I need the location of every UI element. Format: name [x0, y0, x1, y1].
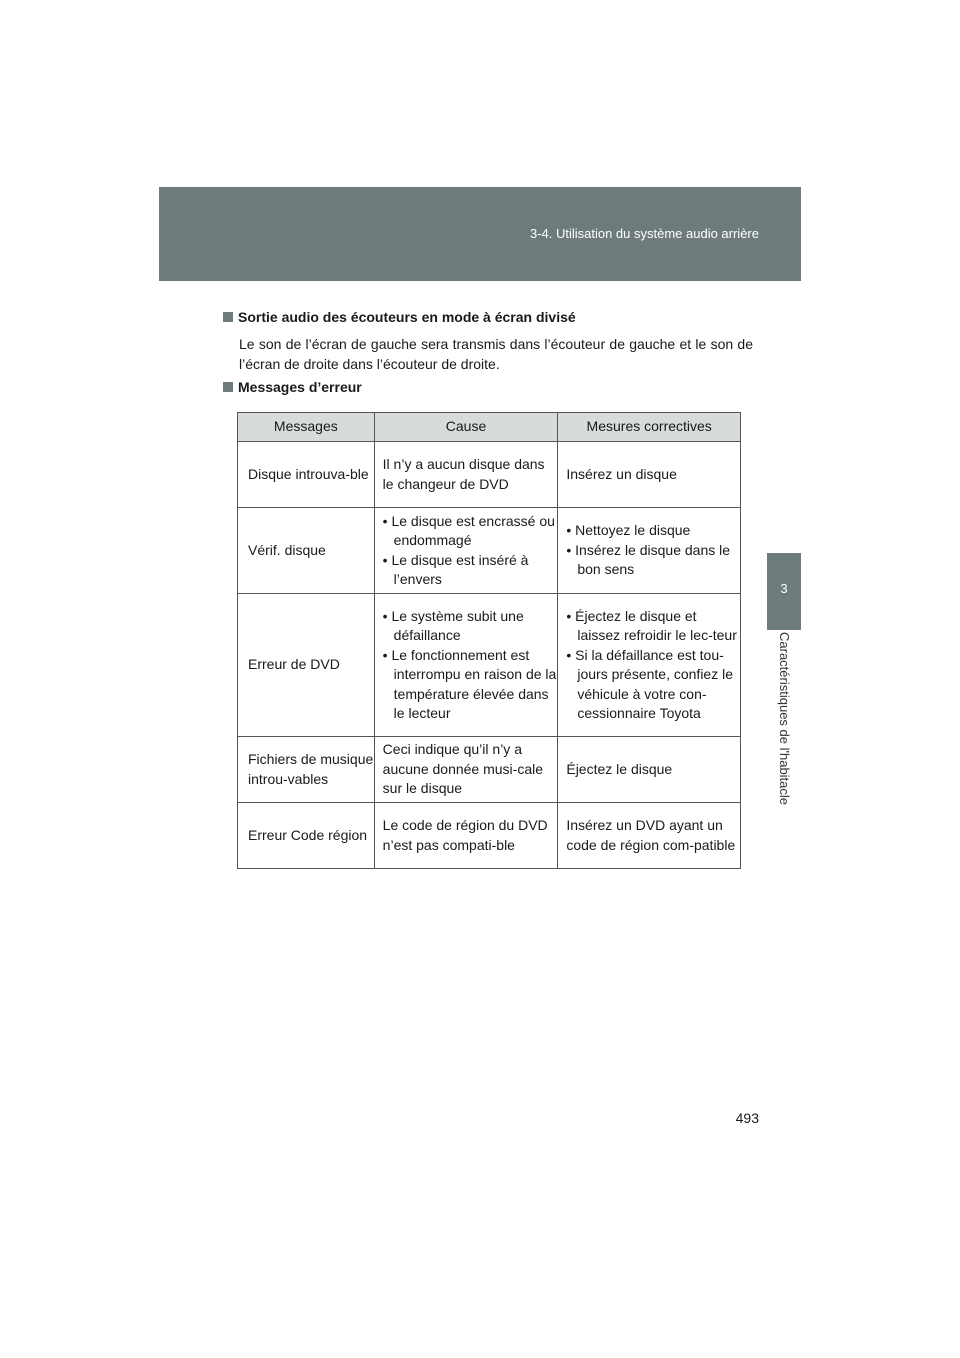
- error-messages-table: [237, 412, 741, 869]
- column-header: Messages: [238, 413, 375, 442]
- table-row: [238, 594, 741, 737]
- remedy-bullet: • Nettoyez le disque: [566, 522, 691, 539]
- column-header: Cause: [374, 413, 558, 442]
- message-cell: Vérif. disque: [238, 508, 375, 594]
- remedy-cell: Insérez un disque: [558, 442, 741, 508]
- page-number: 493: [735, 1110, 759, 1126]
- body-paragraph: Le son de l’écran de gauche sera transmis dans l’écouteur de gauche et le son de l’écran de droite dans l’écouteur de droite.: [239, 336, 753, 372]
- message-cell: Fichiers de musique introu-vables: [238, 737, 375, 803]
- chapter-title: 3-4. Utilisation du système audio arrière: [529, 226, 759, 241]
- cause-cell: Le code de région du DVD n’est pas compati-ble: [374, 803, 558, 869]
- header-bar: [159, 187, 801, 281]
- remedy-bullet: • Éjectez le disque et laissez refroidir le lec-teur: [566, 607, 737, 643]
- remedy-cell: Insérez un DVD ayant un code de région com-patible: [558, 803, 741, 869]
- section-heading-errors: Messages d’erreur: [223, 379, 362, 395]
- message-cell: Erreur Code région: [238, 803, 375, 869]
- message-cell: Disque introuva-ble: [238, 442, 375, 508]
- chapter-tab: [767, 553, 801, 630]
- table-row: [238, 803, 741, 869]
- cause-cell: Ceci indique qu’il n’y a aucune donnée musi-cale sur le disque: [374, 737, 558, 803]
- chapter-side-label: Caractéristiques de l'habitacle: [777, 632, 792, 806]
- cause-cell: [374, 594, 558, 737]
- remedy-cell: Éjectez le disque: [558, 737, 741, 803]
- message-cell: Erreur de DVD: [238, 594, 375, 737]
- square-bullet-icon: [223, 382, 233, 392]
- remedy-bullet: • Si la défaillance est tou-jours présente, confiez le véhicule à votre con-cessionnaire Toyota: [566, 646, 733, 721]
- cause-bullet: • Le disque est encrassé ou endommagé: [382, 512, 555, 548]
- remedy-cell: [558, 508, 741, 594]
- table-row: [238, 737, 741, 803]
- column-header: Mesures correctives: [558, 413, 741, 442]
- cause-cell: Il n’y a aucun disque dans le changeur de DVD: [374, 442, 558, 508]
- remedy-bullet: • Insérez le disque dans le bon sens: [566, 541, 731, 578]
- chapter-number: 3: [780, 581, 788, 596]
- cause-bullet: • Le système subit une défaillance: [382, 607, 524, 643]
- table-row: [238, 442, 741, 508]
- section-heading-audio: Sortie audio des écouteurs en mode à écran divisé: [223, 309, 576, 325]
- cause-cell: [374, 508, 558, 594]
- cause-bullet: • Le fonctionnement est interrompu en raison de la température élevée dans le lecteur: [382, 646, 557, 721]
- table-header-row: [238, 413, 741, 442]
- table-row: [238, 508, 741, 594]
- cause-bullet: • Le disque est inséré à l’envers: [382, 551, 529, 587]
- square-bullet-icon: [223, 312, 233, 322]
- remedy-cell: [558, 594, 741, 737]
